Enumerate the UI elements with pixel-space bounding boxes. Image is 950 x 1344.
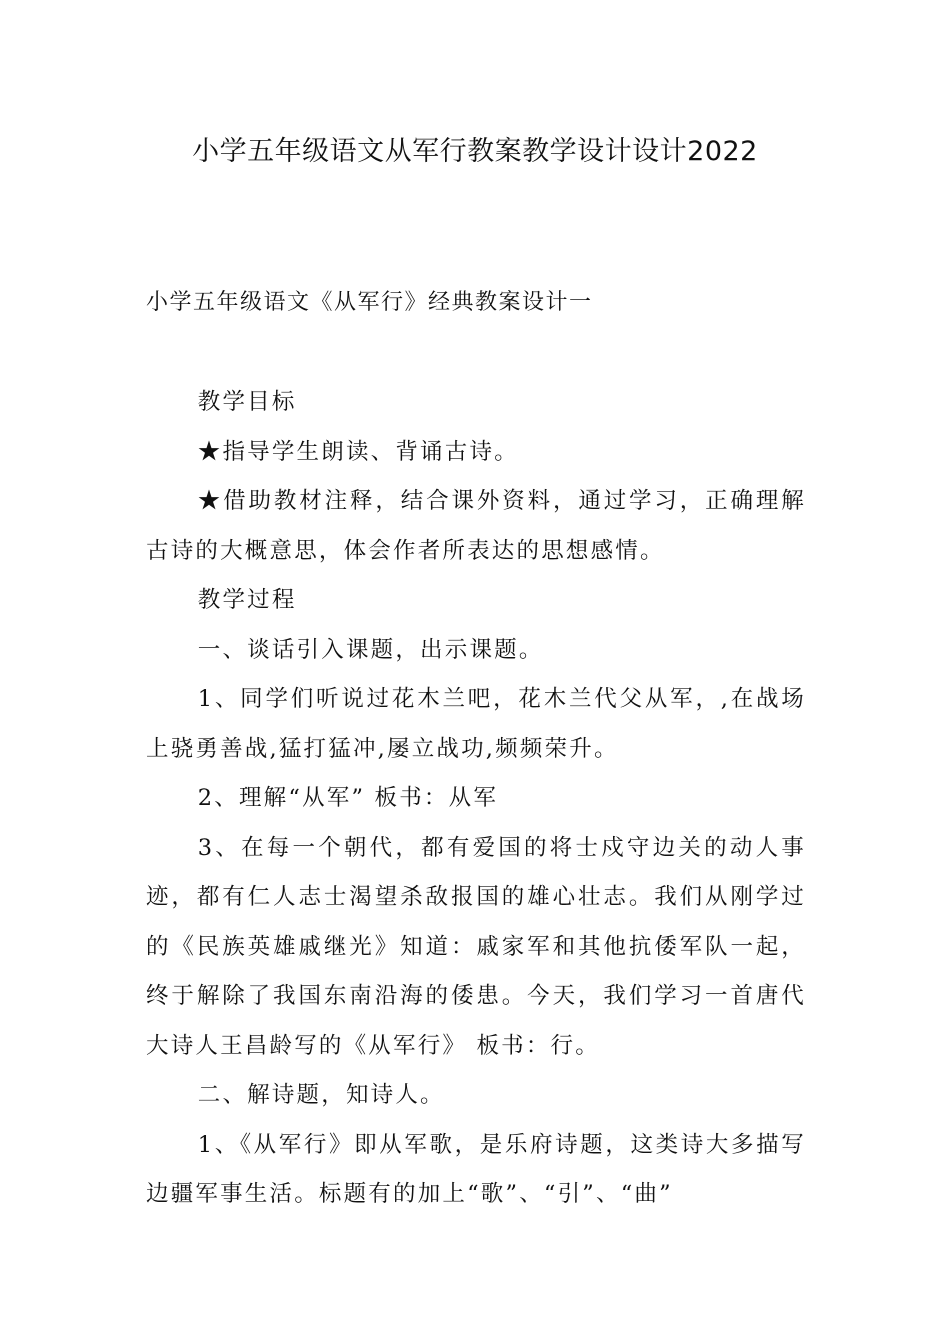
paragraph-section-2-heading: 二、解诗题，知诗人。	[197, 1082, 445, 1108]
paragraph-section-1-heading: 一、谈话引入课题，出示课题。	[197, 636, 544, 663]
paragraph-goal-2: ★借助教材注释，结合课外资料，通过学习，正确理解古诗的大概意思，体会作者所表达的思想感情。	[146, 488, 806, 564]
paragraph-teaching-process-heading: 教学过程	[197, 587, 297, 613]
paragraph-step-3: 3、在每一个朝代，都有爱国的将士戍守边关的动人事迹，都有仁人志士渴望杀敌报国的雄心壮志。我们从刚学过的《民族英雄戚继光》知道：戚家军和其他抗倭军队一起，终于解除了我国东南沿海的倭患。今天，我们学习一首唐代大诗人王昌龄写的《从军行》 板书：行。	[146, 834, 806, 1059]
paragraph-step-1: 1、同学们听说过花木兰吧，花木兰代父从军，,在战场上骁勇善战,猛打猛冲,屡立战功,频频荣升。	[146, 686, 806, 762]
document-body	[146, 378, 806, 1220]
paragraph-section-2-step-1: 1、《从军行》即从军歌，是乐府诗题，这类诗大多描写边疆军事生活。标题有的加上“歌”、“引”、“曲”	[146, 1131, 806, 1207]
paragraph-teaching-goals-heading: 教学目标	[197, 389, 297, 415]
paragraph-goal-1: ★指导学生朗读、背诵古诗。	[197, 438, 519, 465]
document-title: 小学五年级语文从军行教案教学设计设计2022	[192, 136, 758, 167]
paragraph-step-2: 2、理解“从军” 板书：从军	[197, 785, 499, 811]
document-subtitle: 小学五年级语文《从军行》经典教案设计一	[146, 290, 593, 315]
